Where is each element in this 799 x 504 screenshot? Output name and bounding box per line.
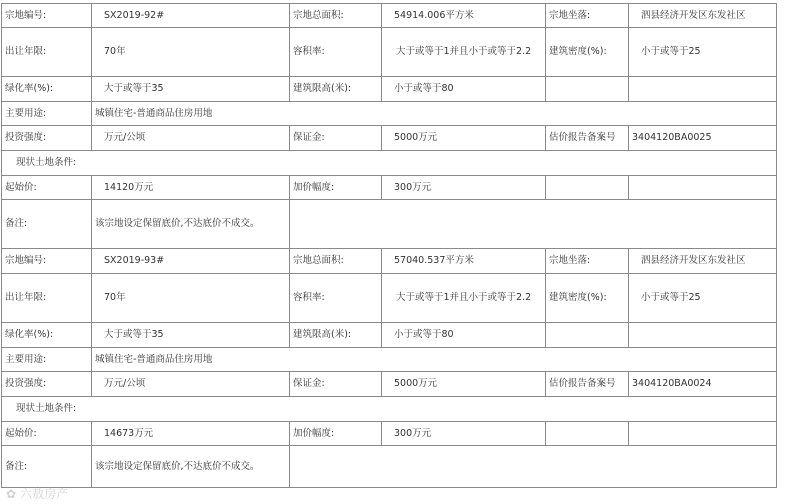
- term-row: [2, 28, 777, 77]
- term-label: 出让年限:: [2, 28, 92, 77]
- status-label: 现状土地条件:: [2, 151, 777, 176]
- watermark: [6, 485, 68, 502]
- report-value: 3404120BA0025: [629, 126, 777, 151]
- increment-label: 加价幅度:: [290, 422, 382, 446]
- use-row: [2, 348, 777, 372]
- far-value: 大于或等于1并且小于或等于2.2: [382, 28, 546, 77]
- start-value: 14673万元: [92, 422, 290, 446]
- density-label: 建筑密度(%):: [546, 274, 629, 323]
- location-value: 泗县经济开发区东发社区: [629, 249, 777, 274]
- term-label: 出让年限:: [2, 274, 92, 323]
- report-label: 估价报告备案号: [546, 126, 629, 151]
- green-row: [2, 323, 777, 348]
- empty-cell: [629, 77, 777, 102]
- empty-cell: [546, 176, 629, 200]
- increment-label: 加价幅度:: [290, 176, 382, 200]
- use-label: 主要用途:: [2, 102, 92, 126]
- area-value: 54914.006平方米: [382, 4, 546, 28]
- deposit-label: 保证金:: [290, 126, 382, 151]
- location-value: 泗县经济开发区东发社区: [629, 4, 777, 28]
- far-label: 容积率:: [290, 28, 382, 77]
- empty-cell: [546, 77, 629, 102]
- height-value: 小于或等于80: [382, 77, 546, 102]
- note-value: 该宗地设定保留底价,不达底价不成交。: [92, 200, 290, 249]
- area-label: 宗地总面积:: [290, 249, 382, 274]
- report-value: 3404120BA0024: [629, 372, 777, 397]
- invest-value: 万元/公顷: [92, 372, 290, 397]
- location-label: 宗地坐落:: [546, 4, 629, 28]
- term-value: 70年: [92, 28, 290, 77]
- note-label: 备注:: [2, 446, 92, 488]
- empty-cell: [629, 422, 777, 446]
- term-value: 70年: [92, 274, 290, 323]
- note-row: [2, 446, 777, 488]
- watermark-text: 六敖房产: [20, 487, 69, 501]
- note-value: 该宗地设定保留底价,不达底价不成交。: [92, 446, 290, 488]
- empty-cell: [290, 200, 777, 249]
- invest-value: 万元/公顷: [92, 126, 290, 151]
- deposit-value: 5000万元: [382, 126, 546, 151]
- far-label: 容积率:: [290, 274, 382, 323]
- empty-cell: [290, 446, 777, 488]
- invest-label: 投资强度:: [2, 126, 92, 151]
- parcel-label: 宗地编号:: [2, 249, 92, 274]
- density-value: 小于或等于25: [629, 28, 777, 77]
- use-row: [2, 102, 777, 126]
- deposit-value: 5000万元: [382, 372, 546, 397]
- area-label: 宗地总面积:: [290, 4, 382, 28]
- density-label: 建筑密度(%):: [546, 28, 629, 77]
- location-label: 宗地坐落:: [546, 249, 629, 274]
- green-label: 绿化率(%):: [2, 77, 92, 102]
- green-row: [2, 77, 777, 102]
- deposit-label: 保证金:: [290, 372, 382, 397]
- start-label: 起始价:: [2, 176, 92, 200]
- parcel-value: SX2019-92#: [92, 4, 290, 28]
- green-label: 绿化率(%):: [2, 323, 92, 348]
- invest-row: [2, 126, 777, 151]
- far-value: 大于或等于1并且小于或等于2.2: [382, 274, 546, 323]
- logo-icon: ✿: [6, 487, 17, 501]
- parcel-value: SX2019-93#: [92, 249, 290, 274]
- term-row: [2, 274, 777, 323]
- density-value: 小于或等于25: [629, 274, 777, 323]
- note-label: 备注:: [2, 200, 92, 249]
- green-value: 大于或等于35: [92, 77, 290, 102]
- parcel-row: [2, 249, 777, 274]
- height-label: 建筑限高(米):: [290, 323, 382, 348]
- parcel-label: 宗地编号:: [2, 4, 92, 28]
- use-value: 城镇住宅-普通商品住房用地: [92, 102, 777, 126]
- increment-value: 300万元: [382, 422, 546, 446]
- height-label: 建筑限高(米):: [290, 77, 382, 102]
- empty-cell: [546, 422, 629, 446]
- area-value: 57040.537平方米: [382, 249, 546, 274]
- invest-label: 投资强度:: [2, 372, 92, 397]
- use-value: 城镇住宅-普通商品住房用地: [92, 348, 777, 372]
- status-row: [2, 397, 777, 422]
- note-row: [2, 200, 777, 249]
- empty-cell: [546, 323, 629, 348]
- land-listing-table: [1, 3, 777, 488]
- use-label: 主要用途:: [2, 348, 92, 372]
- green-value: 大于或等于35: [92, 323, 290, 348]
- report-label: 估价报告备案号: [546, 372, 629, 397]
- start-label: 起始价:: [2, 422, 92, 446]
- start-row: [2, 422, 777, 446]
- empty-cell: [629, 176, 777, 200]
- status-row: [2, 151, 777, 176]
- increment-value: 300万元: [382, 176, 546, 200]
- start-value: 14120万元: [92, 176, 290, 200]
- parcel-row: [2, 4, 777, 28]
- empty-cell: [629, 323, 777, 348]
- invest-row: [2, 372, 777, 397]
- start-row: [2, 176, 777, 200]
- status-label: 现状土地条件:: [2, 397, 777, 422]
- height-value: 小于或等于80: [382, 323, 546, 348]
